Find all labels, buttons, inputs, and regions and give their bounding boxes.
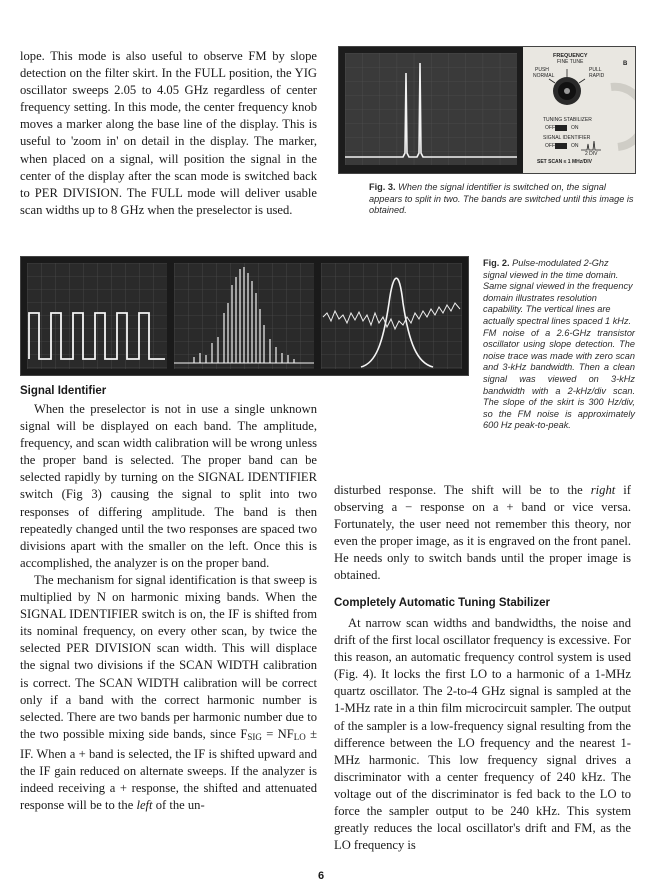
fig3-photo bbox=[338, 46, 636, 174]
fig2-number: Fig. 2. bbox=[483, 258, 510, 268]
signal-identifier-section bbox=[20, 385, 317, 814]
signal-identifier-heading: Signal Identifier bbox=[20, 385, 107, 397]
emphasis-left: left bbox=[136, 798, 153, 813]
panel-tuning-stabilizer-label: TUNING STABILIZER bbox=[543, 117, 592, 123]
fig2-spectrum-trace bbox=[174, 263, 314, 369]
column2-continuation bbox=[334, 482, 631, 585]
tuning-stabilizer-para: At narrow scan widths and bandwidths, the noise and drift of the first local oscillator frequency is excessive. For this reason, an automatic frequency control system is used (Fig. 4). It locks the first LO to a harmonic of a 1-MHz quartz oscillator. The 2-to-4 GHz signal is sampled at the 1-MHz rate in a thin film microcircuit sampler. The output of the sampler is a low-frequency signal resulting from the difference between the LO frequency and the nearest 1-MHz harmonic. This low frequency signal drives a discriminator with a center frequency of 240 kHz. The voltage out of the discriminator is fed back to the LO to force the sampler output to be 240 kHz. This system greatly reduces the local oscillator's drift and FM, as the LO frequency is bbox=[334, 616, 631, 853]
panel-two-div-label: 2 DIV bbox=[585, 151, 598, 157]
intro-paragraph-text: lope. This mode is also useful to observe FM by slope detection on the filter skirt. In the FULL position, the YIG oscillator sweeps 2.05 to 4.05 GHz regardless of center frequency setting. In this mode, the center frequency knob moves a marker along the base line of the display. This is useful to 'zoom in' on detail in the display. The marker, when placed on a signal, will position the signal in the center of the display after the scan mode is switched back to PER DIVISION. The FULL mode will deliver usable scan widths up to 8 GHz when the preselector is used. bbox=[20, 49, 317, 217]
fig2-frequency-domain-scope bbox=[174, 263, 314, 369]
tuning-stabilizer-heading: Completely Automatic Tuning Stabilizer bbox=[334, 597, 550, 609]
signal-identifier-switch bbox=[555, 143, 567, 149]
fine-tune-knob-icon bbox=[523, 47, 635, 173]
fig2-time-domain-scope bbox=[27, 263, 167, 369]
continuation-paragraph: disturbed response. The shift will be to the right if observing a − response on a + band or vice versa. Fortunately, the user need not remember this theory, nor even the proper image, as it is engraved on the front panel. He needs only to switch bands until the proper image is obtained. bbox=[334, 483, 631, 583]
fig2-caption-1-text: Pulse-modulated 2-Ghz signal viewed in the time domain. bbox=[483, 258, 619, 280]
tuning-stabilizer-switch bbox=[555, 125, 567, 131]
emphasis-right: right bbox=[590, 483, 616, 497]
fig3-caption-text: When the signal identifier is switched on, the signal appears to split in two. The bands are switched until this image is obtained. bbox=[369, 182, 634, 216]
panel-rapid-label: RAPID bbox=[589, 73, 605, 79]
panel-edge-label: B bbox=[623, 61, 628, 67]
subscript-lo: LO bbox=[293, 731, 306, 742]
panel-off-label-1: OFF bbox=[545, 125, 555, 131]
intro-paragraph bbox=[20, 48, 317, 219]
fig2-caption-2: Same signal viewed in the frequency domain illustrates resolution capability. The vertical lines are actually spectral lines spaced 1 kHz. bbox=[483, 281, 633, 326]
fig3-front-panel bbox=[523, 47, 635, 173]
signal-identifier-para1: When the preselector is not in use a single unknown signal will be displayed on each band. The amplitude, frequency, and scan width calibration will be wrong unless the proper band is selected. The proper band can be selected rapidly by turning on the SIGNAL IDENTIFIER switch (Fig 3) causing the signal to split into two responses of differing amplitude. The band is then repeatedly changed until the two responses are spaced two divisions apart with the smaller on the left. Once this is accomplished, the analyzer is on the proper band. bbox=[20, 402, 317, 570]
fig3-scope-screen bbox=[345, 53, 517, 165]
fig3-number: Fig. 3. bbox=[369, 182, 396, 192]
tuning-stabilizer-section bbox=[334, 597, 631, 854]
fig3-trace bbox=[345, 53, 517, 165]
panel-pull-label: PULL bbox=[589, 67, 602, 73]
fig2-time-domain-trace bbox=[27, 263, 167, 369]
fig2-photo-strip bbox=[20, 256, 469, 376]
panel-normal-label: NORMAL bbox=[533, 73, 555, 79]
panel-signal-identifier-label: SIGNAL IDENTIFIER bbox=[543, 135, 591, 141]
fig2-caption-3: FM noise of a 2.6-GHz transistor oscillator using slope detection. The noise trace was made with zero scan and 3-kHz bandwidth. Then a clean signal was viewed on 3-kHz bandwidth with a 2-kHz/div scan. The slope of the skirt is 300 Hz/div, so the FM noise is approximately 600 Hz peak-to-peak. bbox=[483, 327, 635, 431]
split-signal-symbol-icon bbox=[581, 141, 601, 151]
panel-push-label: PUSH bbox=[535, 67, 549, 73]
fig2-fm-noise-scope bbox=[321, 263, 462, 369]
panel-fine-tune-label: FINE TUNE bbox=[557, 59, 584, 65]
fig3-caption bbox=[369, 182, 637, 217]
fig2-caption-1 bbox=[483, 258, 635, 281]
subscript-sig: SIG bbox=[247, 731, 262, 742]
panel-set-scan-label: SET SCAN ≤ 1 MHz/DIV bbox=[537, 159, 592, 165]
fig2-caption bbox=[483, 258, 635, 432]
panel-on-label-2: ON bbox=[571, 143, 579, 149]
panel-frequency-label: FREQUENCY bbox=[553, 53, 588, 59]
panel-off-label-2: OFF bbox=[545, 143, 555, 149]
fig2-fm-noise-trace bbox=[321, 263, 462, 369]
panel-on-label-1: ON bbox=[571, 125, 579, 131]
signal-identifier-para2: The mechanism for signal identification is that sweep is multiplied by N on harmonic mixing bands. When the SIGNAL IDENTIFIER switch is on, the IF is shifted from its nominal frequency, on every other scan, by twice the selected PER DIVISION scan width. This will displace the signal two divisions if the SCAN WIDTH calibration is correct. The SCAN WIDTH calibration will be correct only if a band with the correct harmonic number is selected. There are two bands per harmonic number due to the two possible mixing side bands, since FSIG = NFLO ± IF. When a + band is selected, the IF is shifted upward and the IF gain reduced on alternate sweeps. If the analyzer is indeed receiving a + response, the shifted and attenuated response will be to the left of the un- bbox=[20, 572, 318, 813]
page-number: 6 bbox=[318, 870, 325, 882]
